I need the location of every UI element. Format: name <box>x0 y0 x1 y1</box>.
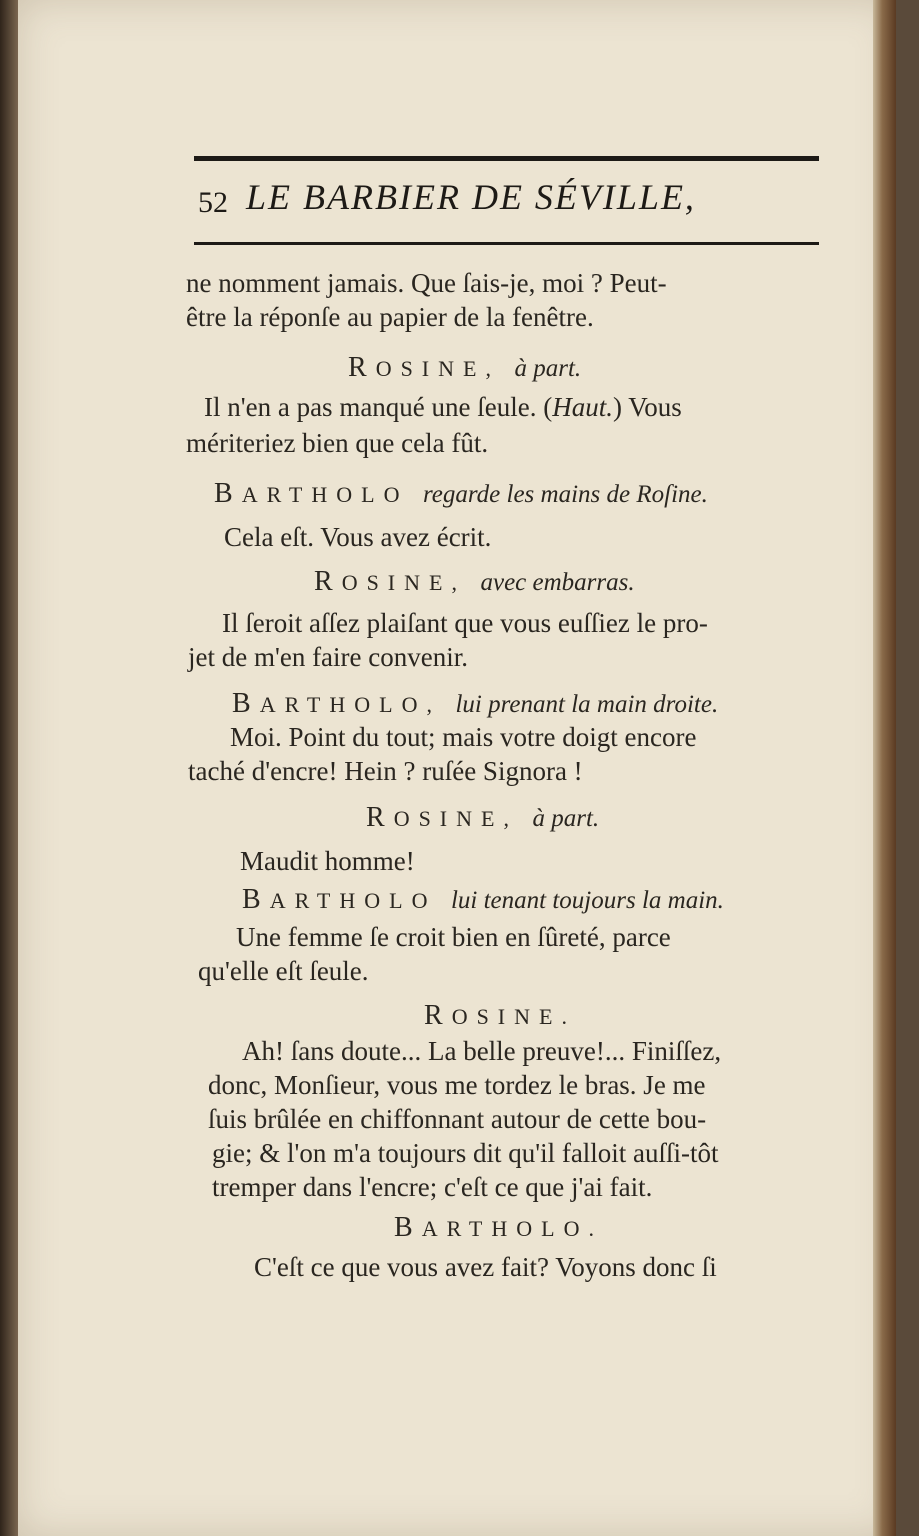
speaker-name: ROSINE, <box>314 566 466 597</box>
text-line <box>204 392 682 423</box>
running-title: LE BARBIER DE SÉVILLE, <box>246 177 696 217</box>
text-line: taché d'encre! Hein ? ruſée Signora ! <box>188 756 583 786</box>
speaker-name: BARTHOLO <box>242 884 437 915</box>
speaker-heading <box>214 478 708 510</box>
stage-direction: lui prenant la main droite. <box>455 691 719 718</box>
text-line: qu'elle eſt ſeule. <box>198 956 369 986</box>
text-line: ne nomment jamais. Que ſais-je, moi ? Peut- <box>186 268 667 298</box>
speaker-heading <box>348 352 581 384</box>
page-edge-left <box>0 0 18 1536</box>
speaker-name: ROSINE, <box>348 352 500 383</box>
text-line: tremper dans l'encre; c'eſt ce que j'ai fait. <box>212 1172 653 1202</box>
stage-direction: avec embarras. <box>480 569 635 596</box>
text-segment: ) Vous <box>612 392 682 422</box>
text-line: mériteriez bien que cela fût. <box>186 428 489 458</box>
book-page <box>18 0 896 1536</box>
speaker-name: BARTHOLO, <box>232 688 441 719</box>
text-line: C'eſt ce que vous avez fait? Voyons donc ſi <box>254 1252 717 1282</box>
text-line: être la réponſe au papier de la fenêtre. <box>186 302 594 332</box>
stage-direction: lui tenant toujours la main. <box>450 887 724 914</box>
text-line: gie; & l'on m'a toujours dit qu'il falloit auſſi-tôt <box>212 1138 719 1168</box>
page-edge-right <box>873 0 896 1536</box>
speaker-name: ROSINE. <box>424 1000 576 1031</box>
speaker-name: BARTHOLO. <box>394 1212 603 1243</box>
speaker-heading <box>314 566 635 598</box>
text-segment: Il n'en a pas manqué une ſeule. ( <box>204 392 553 422</box>
speaker-heading <box>232 688 718 720</box>
text-line: donc, Monſieur, vous me tordez le bras. Je me <box>208 1070 706 1100</box>
stage-direction: regarde les mains de Roſine. <box>422 481 708 508</box>
header-rule-bottom <box>194 242 819 245</box>
text-line: jet de m'en faire convenir. <box>188 642 468 672</box>
header-rule-top <box>194 156 819 161</box>
text-line: Cela eſt. Vous avez écrit. <box>224 522 492 552</box>
stage-direction: à part. <box>514 355 582 382</box>
text-line: Ah! ſans doute... La belle preuve!... Finiſſez, <box>242 1036 722 1066</box>
text-line: Il ſeroit aſſez plaiſant que vous euſſiez le pro- <box>222 608 708 638</box>
speaker-heading <box>366 802 599 834</box>
text-line: Une femme ſe croit bien en ſûreté, parce <box>236 922 671 952</box>
speaker-heading <box>394 1212 603 1244</box>
speaker-heading <box>242 884 724 916</box>
page-header <box>194 176 819 236</box>
speaker-name: BARTHOLO <box>214 478 409 509</box>
page-number: 52 <box>198 186 228 219</box>
text-line: Moi. Point du tout; mais votre doigt encore <box>230 722 697 752</box>
stage-direction-inline: Haut. <box>552 392 613 422</box>
speaker-heading <box>424 1000 576 1032</box>
speaker-name: ROSINE, <box>366 802 518 833</box>
text-line: Maudit homme! <box>240 846 415 876</box>
text-line: ſuis brûlée en chiffonnant autour de cette bou- <box>208 1104 707 1134</box>
stage-direction: à part. <box>532 805 600 832</box>
